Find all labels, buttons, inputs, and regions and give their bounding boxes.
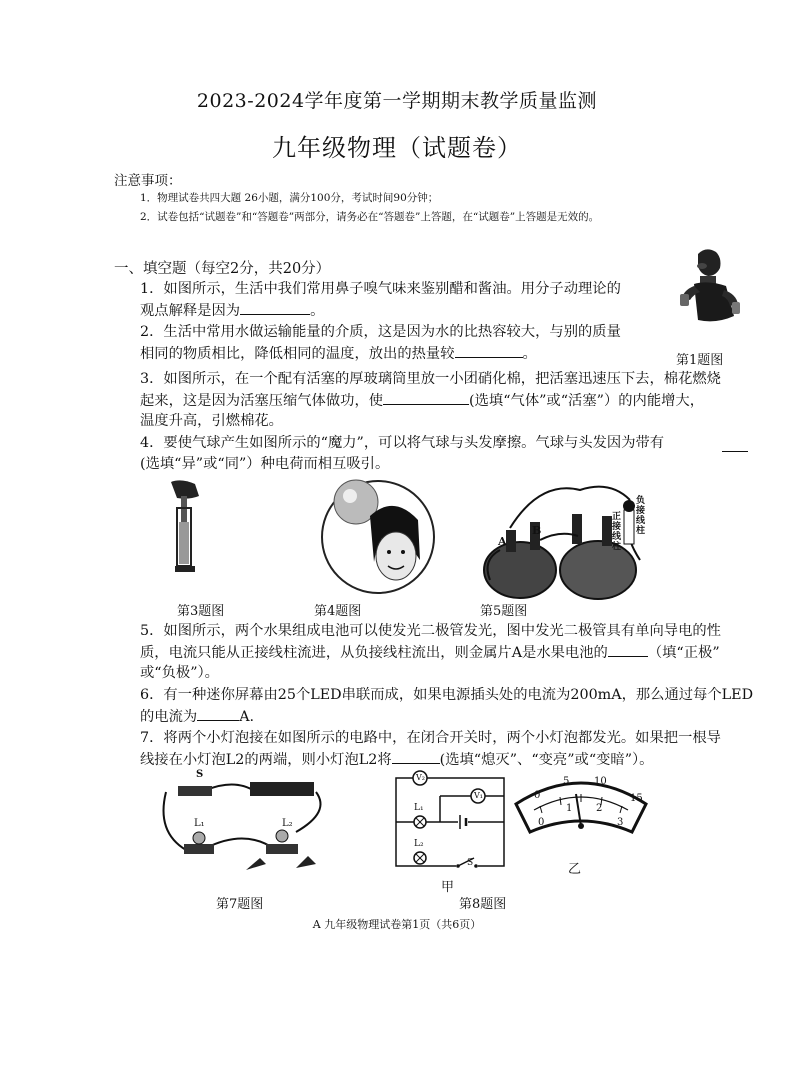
q5-text-a: 质，电流只能从正接线柱流进，从负接线柱流出，则金属片A是水果电池的 — [140, 645, 608, 661]
q5-text-b: （填“正极” — [647, 645, 720, 661]
meter-bottom-0: 0 — [538, 817, 545, 828]
fig5-caption: 第5题图 — [480, 604, 528, 619]
q1-line1: 1．如图所示，生活中我们常用鼻子嗅气味来鉴别醋和酱油。用分子动理论的 — [140, 281, 621, 297]
fig8-jia-label: 甲 — [441, 880, 455, 895]
fig7-circuit-photo — [156, 772, 331, 887]
q1-text-b: 。 — [310, 303, 325, 319]
q2-text-a: 相同的物质相比，降低相同的温度，放出的热量较 — [140, 346, 455, 362]
q6-line2 — [140, 706, 254, 728]
q4-line2: (选填“异”或“同”）种电荷而相互吸引。 — [140, 456, 390, 472]
fig3-piston-cylinder — [165, 478, 215, 578]
meter-bottom-2: 2 — [596, 803, 603, 814]
q3-line1: 3．如图所示，在一个配有活塞的厚玻璃筒里放一小团硝化棉，把活塞迅速压下去，棉花燃烧 — [140, 371, 721, 387]
q1-answer-blank[interactable] — [240, 300, 310, 315]
q2-line2 — [140, 343, 537, 365]
fig1-person-figure — [676, 246, 746, 330]
meter-top-0: 0 — [534, 790, 541, 801]
meter-top-15: 15 — [630, 793, 643, 804]
q2-text-b: 。 — [522, 346, 537, 362]
q6-text-a: 的电流为 — [140, 709, 198, 725]
fig4-balloon-girl — [322, 476, 432, 598]
q2-line1: 2．生活中常用水做运输能量的介质，这是因为水的比热容较大，与别的质量 — [140, 324, 621, 340]
q7-text-b: (选填“熄灭”、“变亮”或“变暗”）。 — [439, 752, 654, 768]
fig7-label-L2: L₂ — [282, 818, 293, 829]
fig5-label-B: B — [532, 524, 542, 537]
fig8-label-V2: V₂ — [416, 773, 425, 782]
fig5-label-positive: 正接线柱 — [612, 512, 622, 552]
note-item-2: 2．试卷包括“试题卷”和“答题卷”两部分，请务必在“答题卷”上答题，在“试题卷”上答题是无效的。 — [140, 211, 600, 223]
q7-line2 — [140, 749, 653, 771]
note-item-1: 1．物理试卷共四大题 26小题，满分100分，考试时间90分钟； — [140, 192, 439, 204]
fig8-circuit-diagram — [390, 770, 510, 870]
fig4-caption: 第4题图 — [314, 604, 362, 619]
q3-answer-blank[interactable] — [383, 390, 469, 405]
page-footer: A 九年级物理试卷第1页（共6页） — [312, 918, 482, 931]
fig8-yi-label: 乙 — [568, 862, 582, 877]
fig7-label-S: S — [196, 769, 204, 780]
q6-text-b: A. — [239, 709, 255, 725]
q7-line1: 7．将两个小灯泡接在如图所示的电路中，在闭合开关时，两个小灯泡都发光。如果把一根导 — [140, 730, 721, 746]
q5-line1: 5．如图所示，两个水果组成电池可以使发光二极管发光，图中发光二极管具有单向导电的性 — [140, 623, 721, 639]
exam-subtitle: 九年级物理（试题卷） — [272, 134, 522, 162]
q5-line2 — [140, 642, 720, 664]
fig7-caption: 第7题图 — [216, 897, 264, 912]
q3-text-b: (选填“气体”或“活塞”）的内能增大， — [469, 393, 705, 409]
meter-bottom-1: 1 — [566, 803, 573, 814]
q2-answer-blank[interactable] — [455, 343, 523, 358]
meter-bottom-3: 3 — [617, 817, 624, 828]
q1-line2 — [140, 300, 324, 322]
q5-line3: 或“负极”）。 — [140, 665, 219, 681]
fig8-label-L2: L₂ — [414, 839, 424, 849]
q3-text-a: 起来，这是因为活塞压缩气体做功，使 — [140, 393, 384, 409]
fig5-label-negative: 负接线柱 — [636, 496, 646, 536]
fig1-caption: 第1题图 — [676, 353, 724, 368]
q7-answer-blank[interactable] — [392, 749, 440, 764]
notes-heading: 注意事项： — [114, 173, 182, 189]
exam-title: 2023-2024学年度第一学期期末教学质量监测 — [196, 90, 598, 112]
q5-answer-blank[interactable] — [608, 642, 648, 657]
voltmeter-dial — [512, 770, 650, 844]
q4-line1 — [140, 433, 664, 454]
q6-line1: 6．有一种迷你屏幕由25个LED串联而成，如果电源插头处的电流为200mA，那么通过每个LED — [140, 687, 754, 703]
q4-text-a: 4．要使气球产生如图所示的“魔力”，可以将气球与头发摩擦。气球与头发因为带有 — [140, 435, 665, 451]
fig8-caption: 第8题图 — [459, 897, 507, 912]
q4-answer-blank[interactable] — [722, 437, 748, 452]
q7-text-a: 线接在小灯泡L2的两端，则小灯泡L2将 — [140, 752, 392, 768]
q1-text-a: 观点解释是因为 — [140, 303, 241, 319]
fig8-label-V1: V₁ — [474, 791, 483, 800]
fig7-label-L1: L₁ — [194, 818, 205, 829]
fig5-label-A: A — [498, 535, 507, 548]
q3-line2 — [140, 390, 704, 412]
meter-top-10: 10 — [594, 776, 607, 787]
fig8-label-L1: L₁ — [414, 803, 424, 813]
section-title: 一、填空题（每空2分，共20分） — [114, 261, 331, 277]
meter-top-5: 5 — [563, 776, 570, 787]
q3-line3: 温度升高，引燃棉花。 — [140, 413, 283, 429]
fig8-label-S: S — [467, 858, 474, 868]
fig3-caption: 第3题图 — [177, 604, 225, 619]
q6-answer-blank[interactable] — [197, 706, 239, 721]
